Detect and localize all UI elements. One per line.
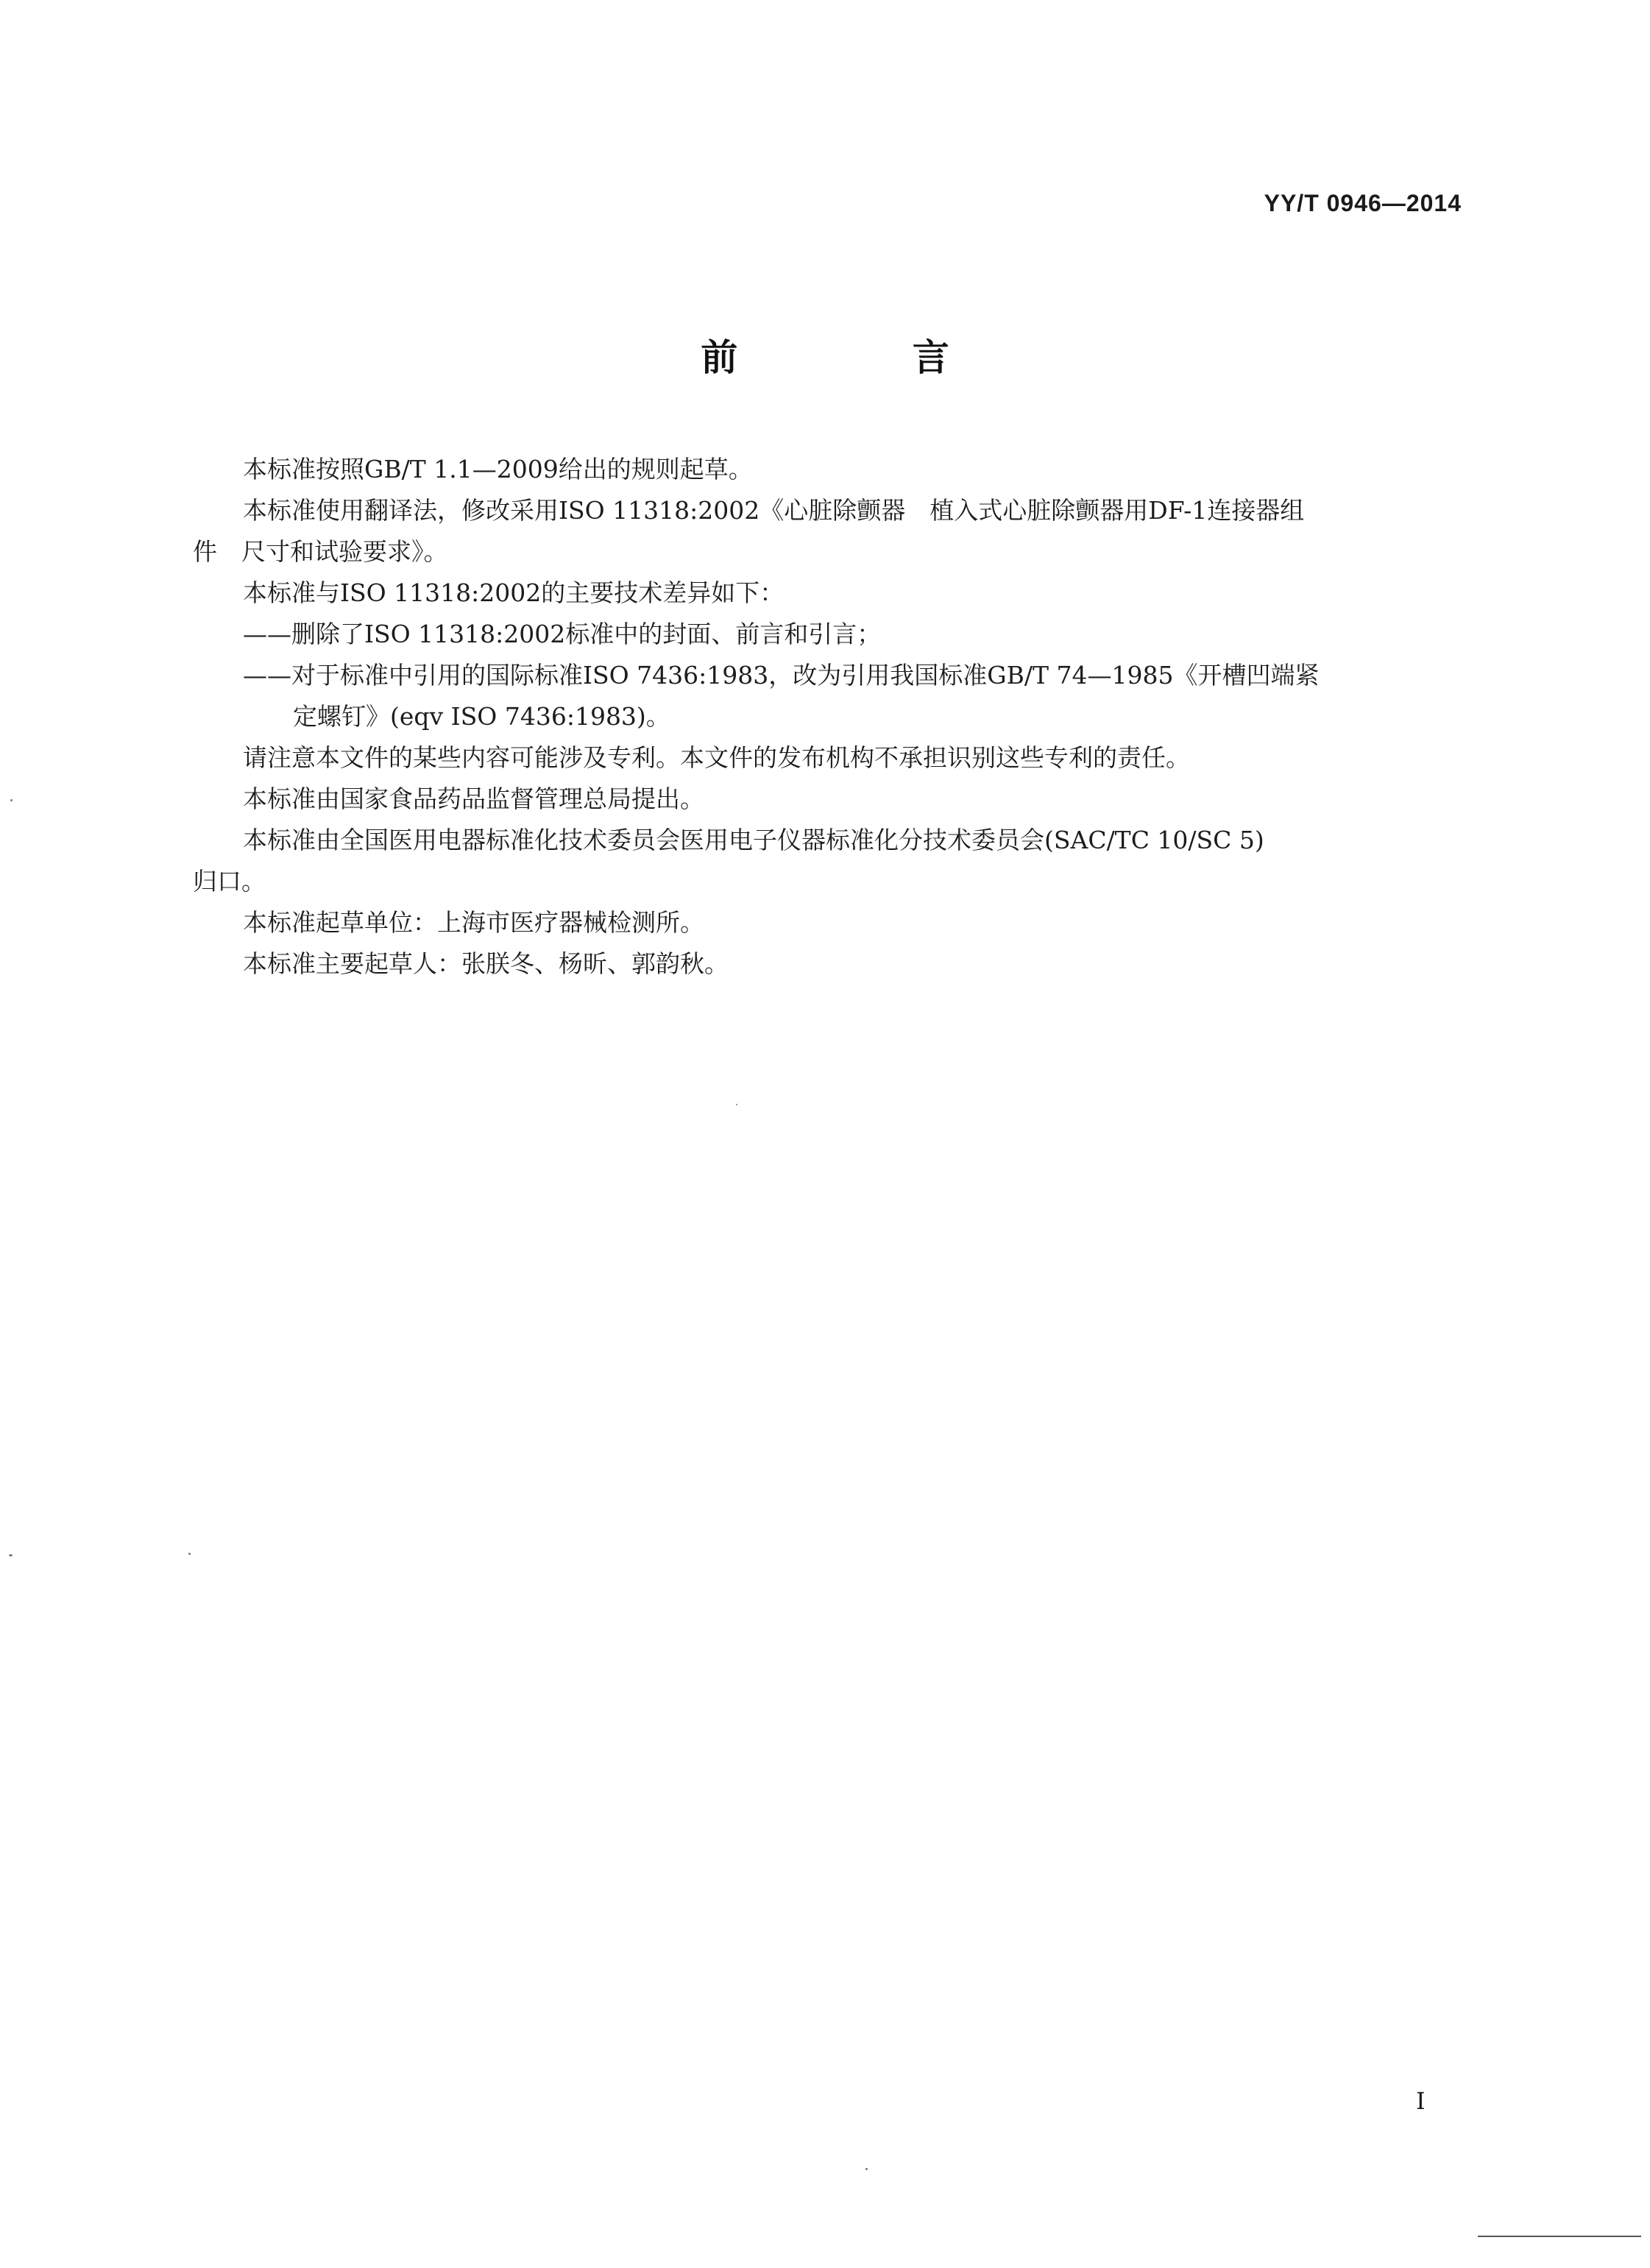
paragraph-drafting-organization	[193, 902, 1459, 943]
paragraph-text: 请注意本文件的某些内容可能涉及专利。本文件的发布机构不承担识别这些专利的责任。	[243, 743, 1190, 772]
paragraph-drafting-rules	[193, 449, 1459, 490]
paragraph-text-line: 本标准使用翻译法，修改采用ISO 11318:2002《心脏除颤器 植入式心脏除颤器用DF-1连接器组	[243, 496, 1305, 525]
paragraph-text: 本标准起草单位：上海市医疗器械检测所。	[243, 908, 704, 937]
paragraph-text-line: 件 尺寸和试验要求》。	[193, 537, 448, 566]
page-number: I	[1416, 2087, 1426, 2115]
scan-speck	[736, 1104, 737, 1105]
list-item-text: ——对于标准中引用的国际标准ISO 7436:1983，改为引用我国标准GB/T 74—1985《开槽凹端紧	[243, 661, 1320, 690]
standard-code: YY/T 0946—2014	[1264, 190, 1462, 216]
list-item-text-continued: 定螺钉》(eqv ISO 7436:1983)。	[293, 702, 670, 731]
paragraph-centralized-by	[193, 820, 1459, 861]
scan-speck	[10, 799, 13, 801]
list-item-deleted-sections	[193, 614, 1459, 655]
paragraph-drafters	[193, 943, 1459, 985]
paragraph-text: 本标准与ISO 11318:2002的主要技术差异如下：	[243, 578, 785, 607]
paragraph-technical-differences	[193, 573, 1459, 614]
scan-speck	[188, 1553, 191, 1555]
paragraph-text: 本标准按照GB/T 1.1—2009给出的规则起草。	[243, 455, 753, 483]
paragraph-translation-method	[193, 490, 1459, 531]
list-item-text: ——删除了ISO 11318:2002标准中的封面、前言和引言；	[243, 620, 882, 648]
paragraph-text-line: 本标准由全国医用电器标准化技术委员会医用电子仪器标准化分技术委员会(SAC/TC 10/SC 5)	[243, 826, 1264, 854]
paragraph-proposed-by	[193, 779, 1459, 820]
paragraph-text-line: 归口。	[193, 867, 266, 896]
paragraph-centralized-by-continued	[193, 861, 1459, 902]
list-item-referenced-standard	[193, 655, 1459, 737]
paragraph-text: 本标准主要起草人：张朕冬、杨昕、郭韵秋。	[243, 949, 729, 978]
paragraph-text: 本标准由国家食品药品监督管理总局提出。	[243, 784, 704, 813]
scan-speck	[865, 2168, 868, 2170]
paragraph-translation-method-continued	[193, 531, 1459, 573]
page-title: 前 言	[701, 336, 1030, 379]
paragraph-patent-notice	[193, 737, 1459, 779]
scan-edge-line	[1478, 2236, 1641, 2237]
foreword-body	[193, 449, 1459, 985]
scan-speck	[9, 1554, 13, 1556]
